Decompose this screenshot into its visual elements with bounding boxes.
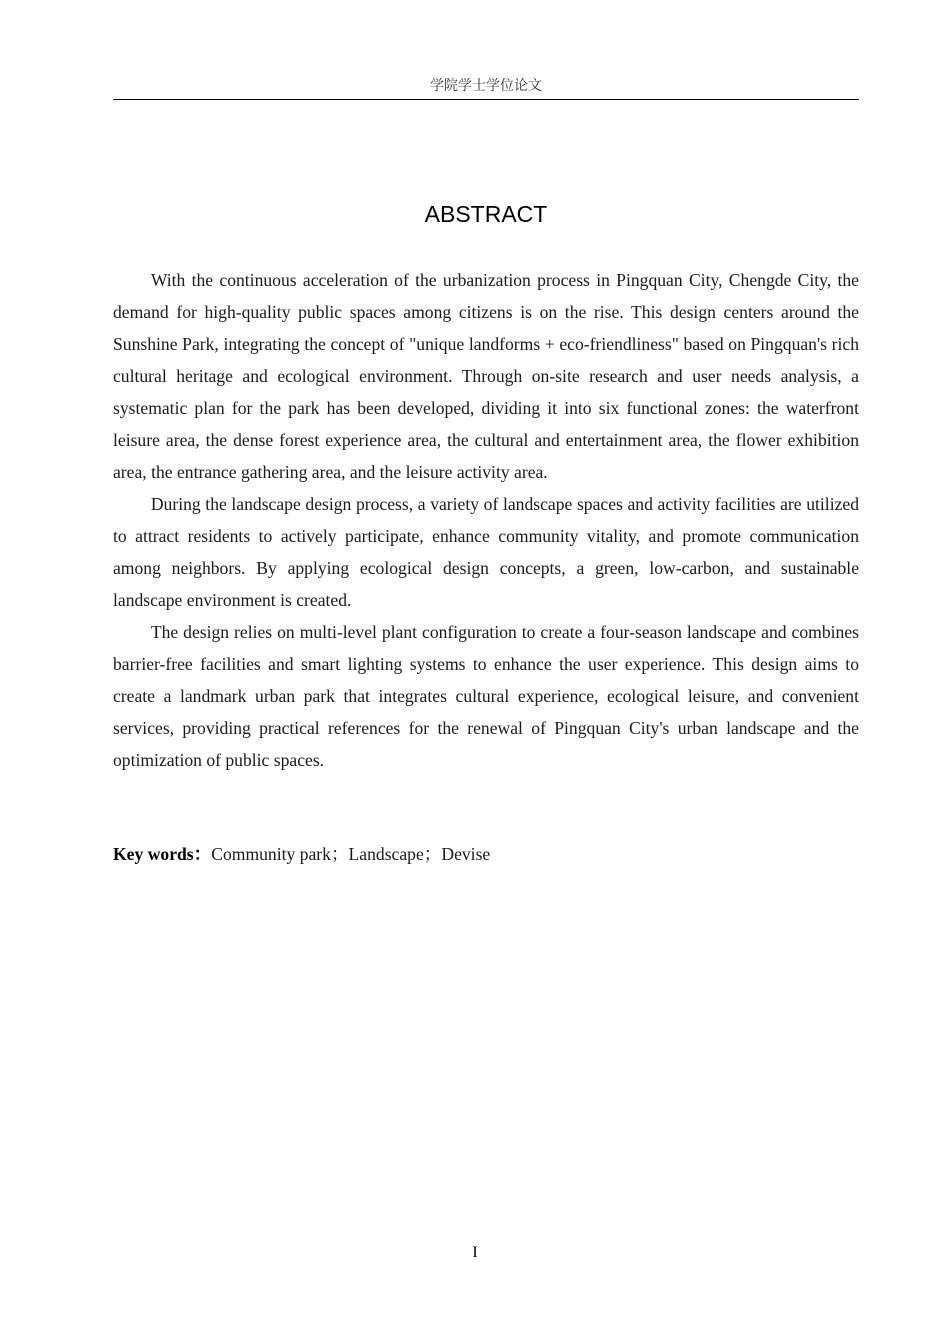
page-number: I [472, 1244, 478, 1261]
abstract-paragraph-3: The design relies on multi-level plant configuration to create a four-season landscape and combines barrier-free facilities and smart lighting systems to enhance the user experience. This design aims to create a landmark urban park that integrates cultural experience, ecological leisure, and convenient services, providing practical references for the renewal of Pingquan City's urban landscape and the optimization of public spaces. [113, 622, 859, 770]
keywords-list: Community park；Landscape；Devise [211, 844, 491, 864]
keywords-label: Key words： [113, 844, 212, 864]
abstract-title: ABSTRACT [424, 201, 548, 227]
abstract-body [113, 264, 859, 776]
header-rule [113, 99, 859, 100]
abstract-paragraph-1: With the continuous acceleration of the urbanization process in Pingquan City, Chengde City, the demand for high-quality public spaces among citizens is on the rise. This design centers around the Sunshine Park, integrating the concept of "unique landforms + eco-friendliness" based on Pingquan's rich cultural heritage and ecological environment. Through on-site research and user needs analysis, a systematic plan for the park has been developed, dividing it into six functional zones: the waterfront leisure area, the dense forest experience area, the cultural and entertainment area, the flower exhibition area, the entrance gathering area, and the leisure activity area. [113, 270, 859, 482]
keywords-line [113, 838, 859, 870]
abstract-paragraph-2: During the landscape design process, a variety of landscape spaces and activity facilities are utilized to attract residents to actively participate, enhance community vitality, and promote communication among neighbors. By applying ecological design concepts, a green, low-carbon, and sustainable landscape environment is created. [113, 494, 859, 610]
running-header: 学院学士学位论文 [430, 78, 542, 94]
